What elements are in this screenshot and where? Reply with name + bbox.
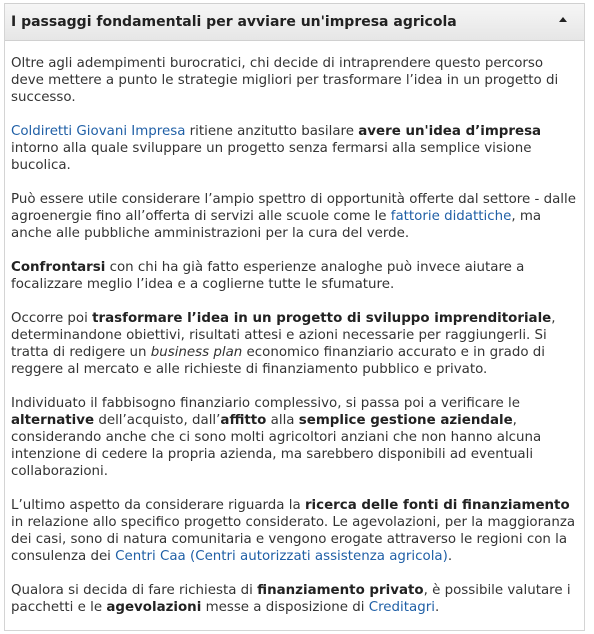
accordion-content (11, 55, 579, 633)
paragraph: Individuato il fabbisogno finanziario complessivo, si passa poi a verificare le alternative dell’acquisto, dall’affitto alla semplice gestione aziendale, considerando anche che ci sono molti agricoltori anziani che non hanno alcuna intenzione di cedere la propria azienda, ma sarebbero disponibili ad eventuali collaborazioni. (11, 396, 542, 479)
accordion-panel (4, 3, 585, 631)
link-fattorie-didattiche[interactable]: fattorie didattiche (390, 209, 512, 224)
paragraph: Oltre agli adempimenti burocratici, chi decide di intraprendere questo percorso deve mettere a punto le strategie migliori per trasformare l’idea in un progetto di successo. (11, 56, 559, 105)
paragraph: Confrontarsi con chi ha già fatto esperienze analoghe può invece aiutare a focalizzare meglio l’idea e a coglierne tutte le sfumature. (11, 260, 525, 292)
paragraph: Può essere utile considerare l’ampio spettro di opportunità offerte dal settore - dalle agroenergie fino all’offerta di servizi alle scuole come le fattorie didattiche, ma anche alle pubbliche amministrazioni per la cura del verde. (11, 192, 576, 241)
paragraph: L’ultimo aspetto da considerare riguarda la ricerca delle fonti di finanziamento in relazione allo specifico progetto considerato. Le agevolazioni, per la maggioranza dei casi, sono di natura comunitaria e vengono erogate attraverso le regioni con la consulenza dei Centri Caa (Centri autorizzati assistenza agricola). (11, 498, 576, 564)
accordion-title: I passaggi fondamentali per avviare un'impresa agricola (11, 14, 457, 30)
link-creditagri[interactable]: Creditagri (368, 600, 435, 615)
paragraph: Occorre poi trasformare l’idea in un progetto di sviluppo imprenditoriale, determinandone obiettivi, risultati attesi e azioni necessarie per raggiungerli. Si tratta di redigere un business plan economico finanziario accurato e in grado di reggere al mercato e alle richieste di finanziamento pubblico e privato. (11, 311, 556, 377)
paragraph: Qualora si decida di fare richiesta di finanziamento privato, è possibile valutare i pacchetti e le agevolazioni messe a disposizione di Creditagri. (11, 583, 571, 615)
accordion-header[interactable] (5, 3, 584, 41)
link-centri-caa[interactable]: Centri Caa (Centri autorizzati assistenza agricola) (115, 549, 448, 564)
caret-up-icon[interactable] (559, 17, 567, 22)
link-coldiretti-giovani-impresa[interactable]: Coldiretti Giovani Impresa (11, 124, 186, 139)
paragraph: Coldiretti Giovani Impresa ritiene anzitutto basilare avere un'idea d’impresa intorno alla quale sviluppare un progetto senza fermarsi alla semplice visione bucolica. (11, 124, 542, 173)
